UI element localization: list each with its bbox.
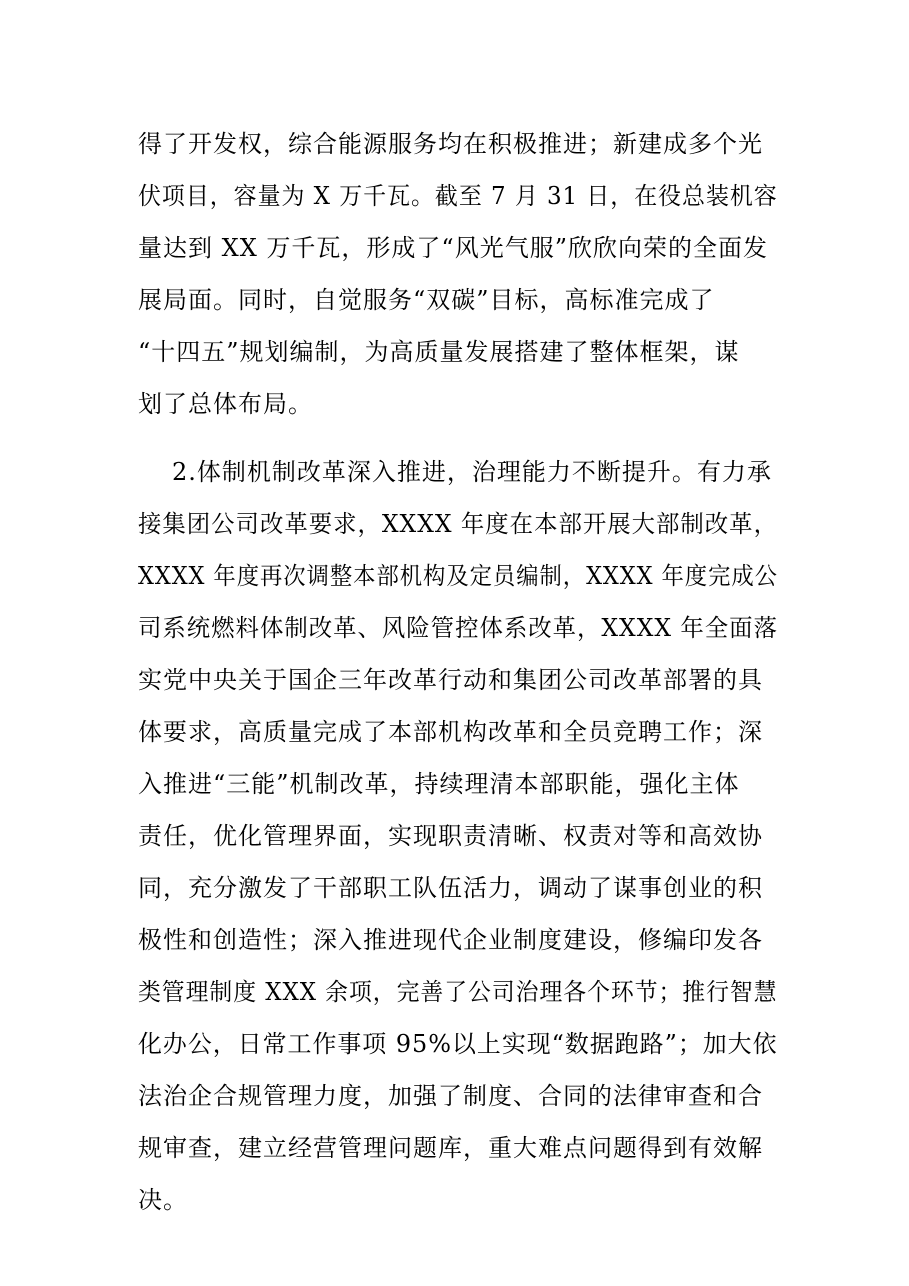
- text-line: 司系统燃料体制改革、风险管控体系改革，XXXX 年全面落: [138, 614, 778, 642]
- text-line: 入推进“三能”机制改革，持续理清本部职能，强化主体: [138, 770, 740, 798]
- text-line: 体要求，高质量完成了本部机构改革和全员竞聘工作；深: [138, 718, 763, 746]
- text-line: 类管理制度 XXX 余项，完善了公司治理各个环节；推行智慧: [138, 978, 778, 1006]
- text-line: 得了开发权，综合能源服务均在积极推进；新建成多个光: [138, 130, 763, 158]
- text-line: 展局面。同时，自觉服务“双碳”目标，高标准完成了: [138, 286, 715, 314]
- text-line: 极性和创造性；深入推进现代企业制度建设，修编印发各: [138, 926, 763, 954]
- text-line: 同，充分激发了干部职工队伍活力，调动了谋事创业的积: [138, 874, 763, 902]
- text-line: 法治企合规管理力度，加强了制度、合同的法律审查和合: [138, 1082, 763, 1110]
- text-line: 决。: [138, 1186, 188, 1214]
- text-line: 接集团公司改革要求，XXXX 年度在本部开展大部制改革，: [138, 510, 778, 538]
- text-line: 划了总体布局。: [138, 390, 313, 418]
- text-line: 伏项目，容量为 X 万千瓦。截至 7 月 31 日，在役总装机容: [138, 182, 778, 210]
- text-line: 量达到 XX 万千瓦，形成了“风光气服”欣欣向荣的全面发: [138, 234, 768, 262]
- text-line: 化办公，日常工作事项 95%以上实现“数据跑路”；加大依: [138, 1030, 778, 1058]
- text-line: 责任，优化管理界面，实现职责清晰、权责对等和高效协: [138, 822, 763, 850]
- text-line: 规审查，建立经营管理问题库，重大难点问题得到有效解: [138, 1134, 763, 1162]
- text-line: 2.体制机制改革深入推进，治理能力不断提升。有力承: [172, 458, 772, 486]
- text-line: “十四五”规划编制，为高质量发展搭建了整体框架，谋: [138, 338, 740, 366]
- text-line: XXXX 年度再次调整本部机构及定员编制，XXXX 年度完成公: [138, 562, 778, 590]
- text-line: 实党中央关于国企三年改革行动和集团公司改革部署的具: [138, 666, 763, 694]
